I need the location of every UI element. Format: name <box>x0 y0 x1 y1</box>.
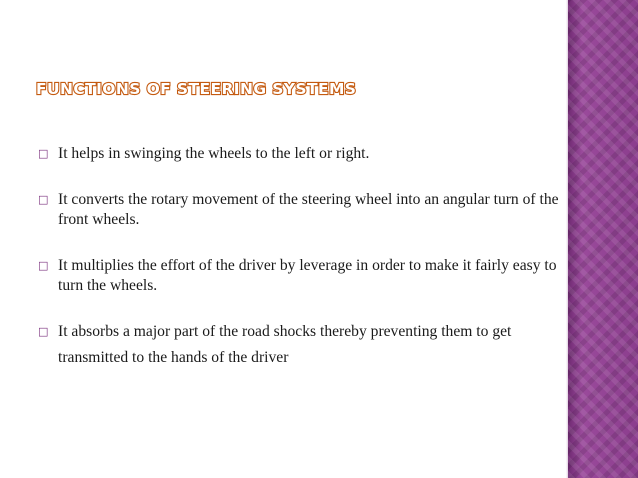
bullet-item-3 <box>38 256 583 296</box>
slide-title: FUNCTIONS OF STEERING SYSTEMS <box>36 80 357 98</box>
square-bullet-icon: □ <box>38 193 49 206</box>
bullet-text-1: It helps in swinging the wheels to the left or right. <box>58 145 370 162</box>
bullet-list <box>38 144 583 397</box>
bullet-text-2: It converts the rotary movement of the steering wheel into an angular turn of the front wheels. <box>58 191 559 228</box>
bullet-item-4 <box>38 319 583 371</box>
square-bullet-icon: □ <box>38 147 49 160</box>
bullet-text-3: It multiplies the effort of the driver by leverage in order to make it fairly easy to turn the wheels. <box>58 257 557 294</box>
square-bullet-icon: □ <box>38 259 49 272</box>
bullet-item-1 <box>38 144 583 164</box>
bullet-text-4: It absorbs a major part of the road shocks thereby preventing them to get transmitted to the hands of the driver <box>58 323 512 366</box>
square-bullet-icon: □ <box>38 325 49 338</box>
bullet-item-2 <box>38 190 583 230</box>
